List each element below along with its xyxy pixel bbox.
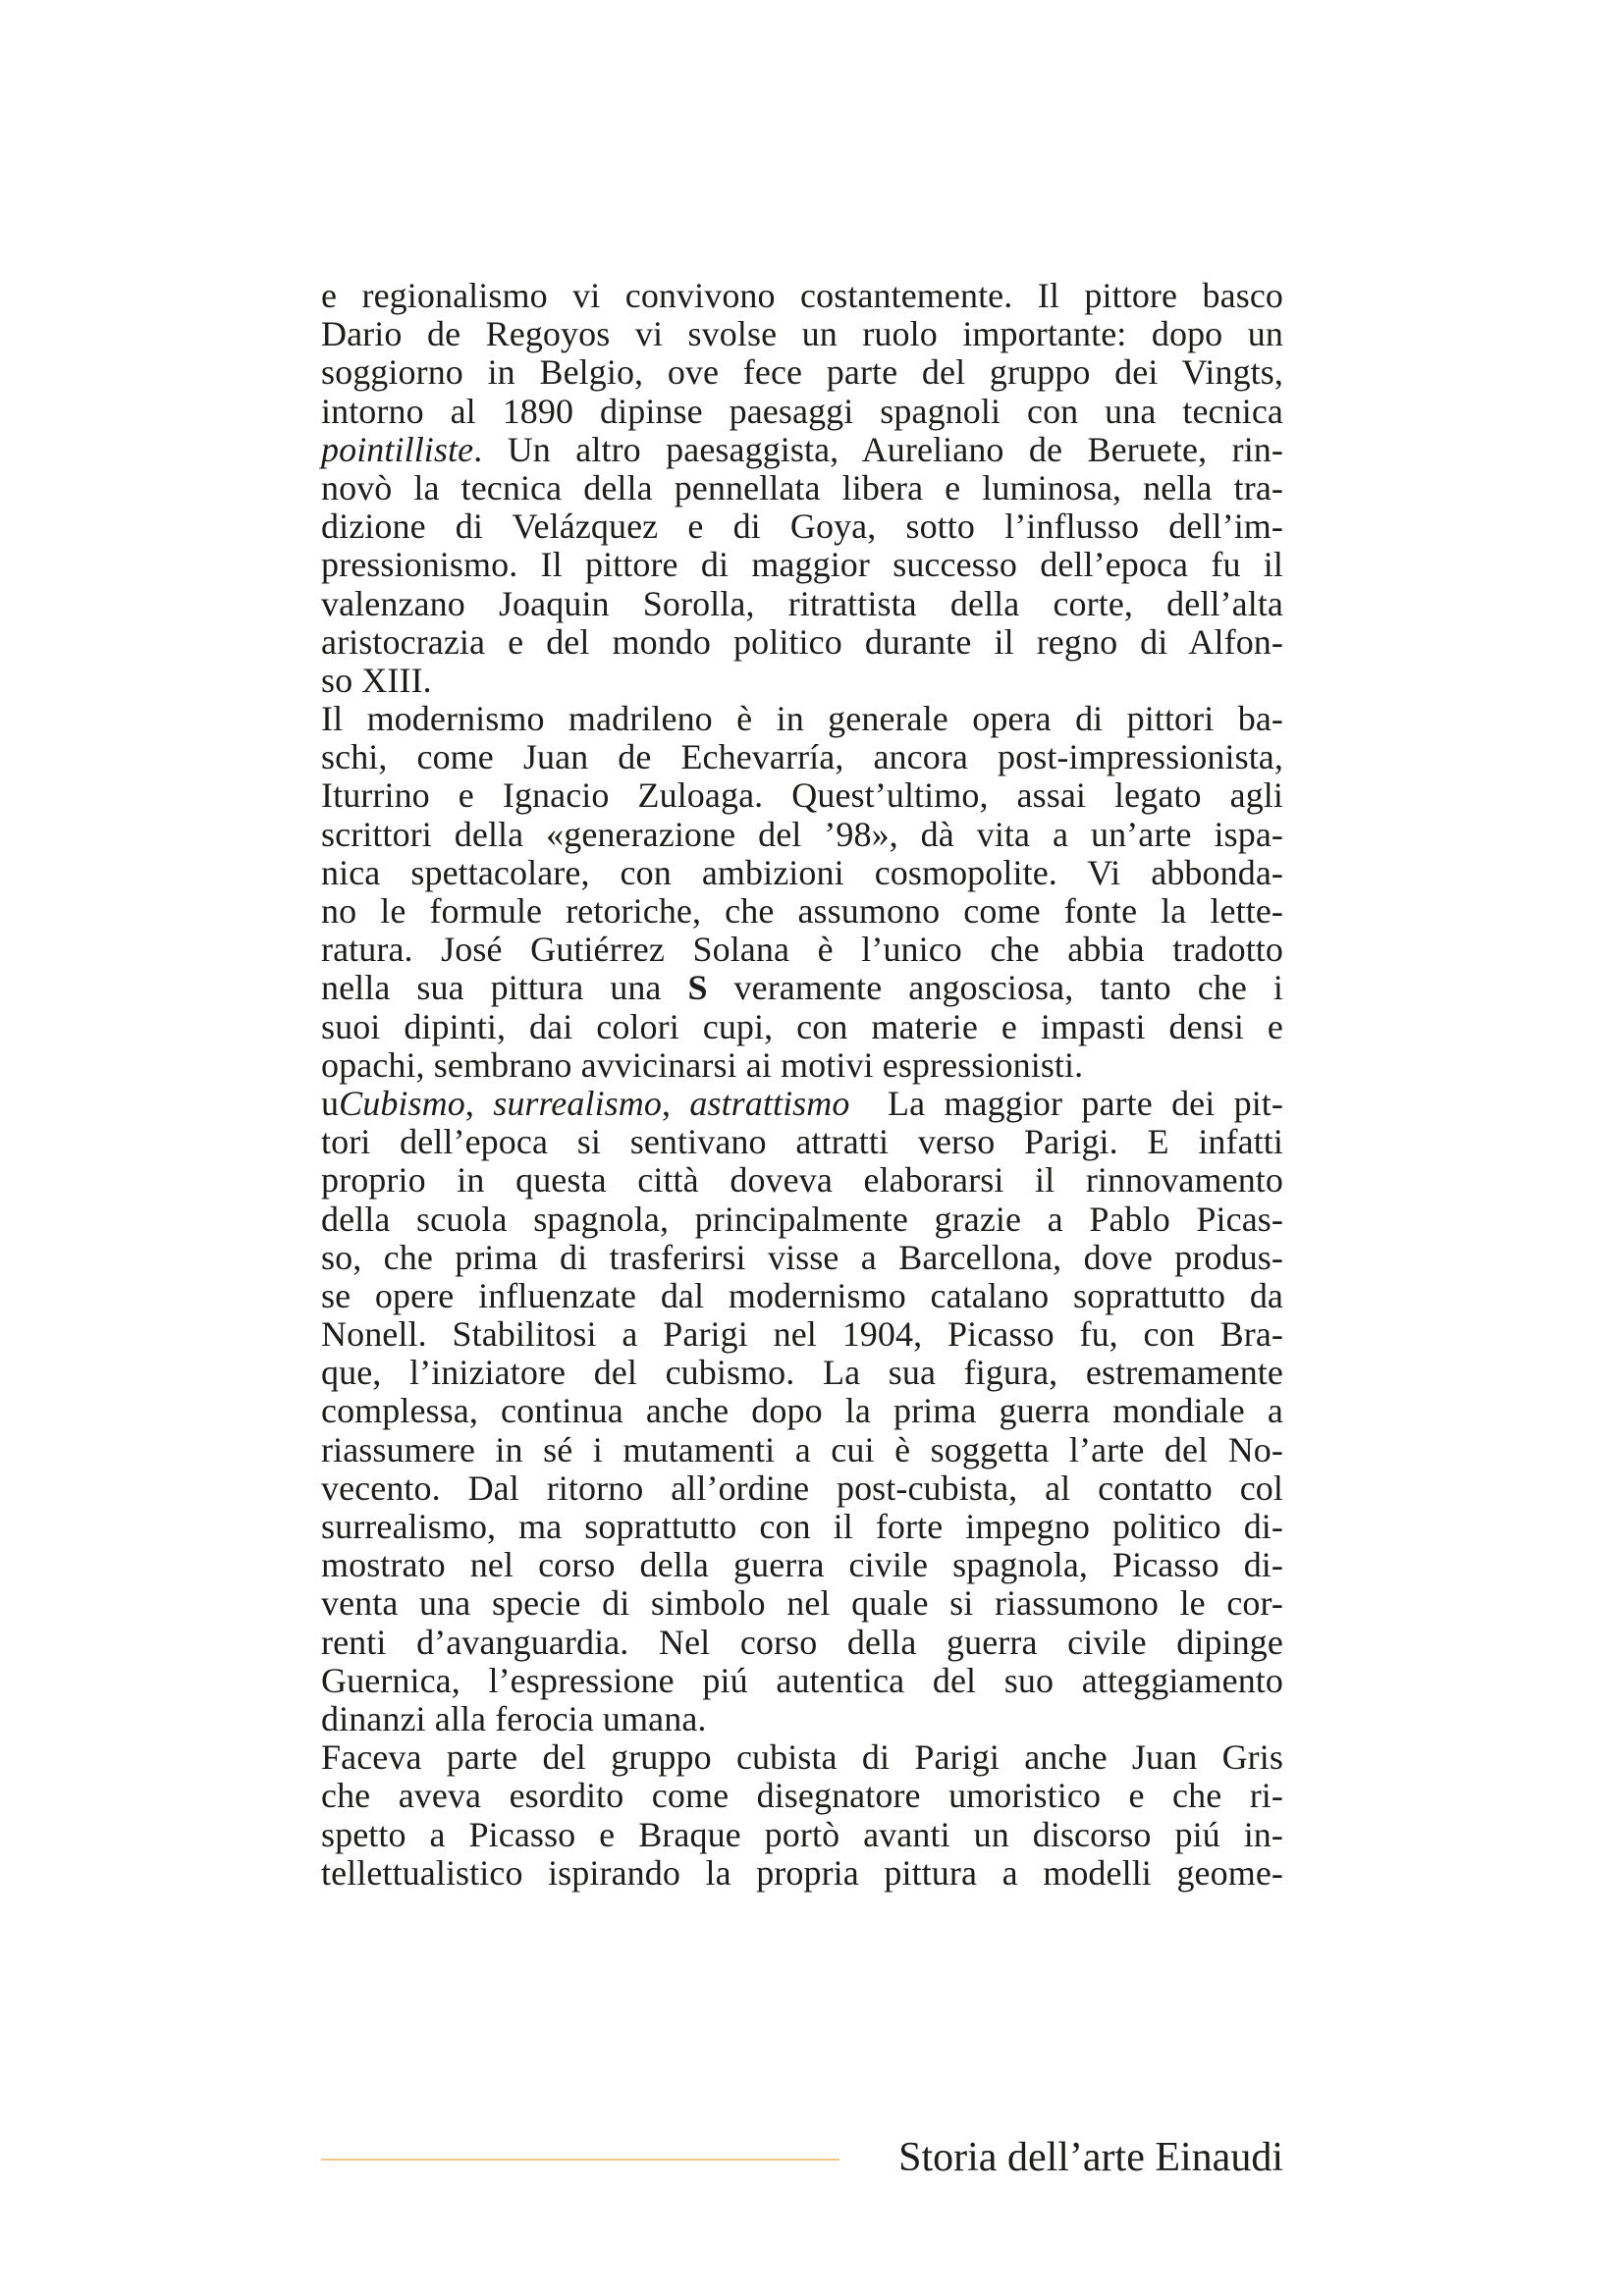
text-line: schi, come Juan de Echevarría, ancora post-impressionista, <box>321 737 1283 777</box>
text-line: complessa, continua anche dopo la prima guerra mondiale a <box>321 1391 1283 1431</box>
text-line: opachi, sembrano avvicinarsi ai motivi espressionisti. <box>321 1044 1084 1085</box>
section-marker: u <box>321 1083 340 1123</box>
text-line: renti d’avanguardia. Nel corso della guerra civile dipinge <box>321 1622 1283 1662</box>
text-fragment: veramente angosciosa, tanto che i <box>707 968 1283 1008</box>
text-line: Dario de Regoyos vi svolse un ruolo importante: dopo un <box>321 314 1283 354</box>
text-line: se opere influenzate dal modernismo catalano soprattutto da <box>321 1275 1283 1315</box>
text-fragment: nella sua pittura una <box>321 968 688 1008</box>
text-line <box>321 431 1283 469</box>
section-heading: Cubismo <box>339 1083 465 1123</box>
text-line: que, l’iniziatore del cubismo. La sua figura, estremamente <box>321 1353 1283 1393</box>
text-line: proprio in questa città doveva elaborarsi il rinnovamento <box>321 1160 1283 1201</box>
text-line: soggiorno in Belgio, ove fece parte del gruppo dei Vingts, <box>321 352 1283 393</box>
section-heading: astrattismo <box>689 1083 850 1123</box>
text-line: suoi dipinti, dai colori cupi, con materie e impasti densi e <box>321 1006 1283 1046</box>
text-line: Faceva parte del gruppo cubista di Parigi anche Juan Gris <box>321 1737 1283 1778</box>
text-line <box>321 1085 1283 1123</box>
text-line: tori dell’epoca si sentivano attratti verso Parigi. E infatti <box>321 1122 1283 1162</box>
bold-term: S <box>687 968 708 1008</box>
text-line: dinanzi alla ferocia umana. <box>321 1698 707 1738</box>
text-line: tellettualistico ispirando la propria pittura a modelli geome- <box>321 1852 1283 1893</box>
text-line: venta una specie di simbolo nel quale si riassumono le cor- <box>321 1583 1283 1624</box>
text-fragment: La maggior parte dei pit- <box>849 1083 1283 1123</box>
text-line: mostrato nel corso della guerra civile spagnola, Picasso di- <box>321 1545 1283 1585</box>
text-line: Guernica, l’espressione piú autentica del suo atteggiamento <box>321 1660 1283 1700</box>
text-line: pressionismo. Il pittore di maggior successo dell’epoca fu il <box>321 545 1283 585</box>
text-line: surrealismo, ma soprattutto con il forte impegno politico di- <box>321 1507 1283 1546</box>
text-line: della scuola spagnola, principalmente grazie a Pablo Picas- <box>321 1199 1283 1239</box>
text-line <box>321 969 1283 1007</box>
text-fragment: . Un altro paesaggista, Aureliano de Beruete, rin- <box>473 429 1283 469</box>
text-line: Nonell. Stabilitosi a Parigi nel 1904, Picasso fu, con Bra- <box>321 1314 1283 1355</box>
text-line: Il modernismo madrileno è in generale opera di pittori ba- <box>321 699 1283 739</box>
text-line: so XIII. <box>321 660 432 700</box>
text-line: riassumere in sé i mutamenti a cui è soggetta l’arte del No- <box>321 1429 1283 1469</box>
footer-title: Storia dell’arte Einaudi <box>898 2135 1283 2180</box>
text-line: e regionalismo vi convivono costantemente. Il pittore basco <box>321 276 1283 315</box>
text-line: che aveva esordito come disegnatore umoristico e che ri- <box>321 1776 1283 1816</box>
text-line: aristocrazia e del mondo politico durante il regno di Alfon- <box>321 621 1283 662</box>
body-text <box>321 277 1283 1893</box>
text-line: dizione di Velázquez e di Goya, sotto l’influsso dell’im- <box>321 507 1283 547</box>
text-line: scrittori della «generazione del ’98», dà vita a un’arte ispa- <box>321 814 1283 854</box>
text-fragment: , <box>662 1083 690 1123</box>
text-line: spetto a Picasso e Braque portò avanti un discorso piú in- <box>321 1814 1283 1854</box>
text-line: Iturrino e Ignacio Zuloaga. Quest’ultimo, assai legato agli <box>321 775 1283 816</box>
text-line: ratura. José Gutiérrez Solana è l’unico che abbia tradotto <box>321 930 1283 970</box>
page-footer <box>321 2130 1283 2189</box>
text-line: novò la tecnica della pennellata libera e luminosa, nella tra- <box>321 467 1283 507</box>
text-line: no le formule retoriche, che assumono come fonte la lette- <box>321 891 1283 931</box>
text-line: so, che prima di trasferirsi visse a Barcellona, dove produs- <box>321 1237 1283 1277</box>
footer-rule <box>321 2159 839 2161</box>
text-line: nica spettacolare, con ambizioni cosmopolite. Vi abbonda- <box>321 852 1283 892</box>
text-fragment: , <box>464 1083 494 1123</box>
section-heading: surrealismo <box>493 1083 662 1123</box>
text-line: valenzano Joaquin Sorolla, ritrattista della corte, dell’alta <box>321 583 1283 623</box>
italic-term: pointilliste <box>321 429 474 469</box>
text-line: intorno al 1890 dipinse paesaggi spagnoli con una tecnica <box>321 391 1283 431</box>
text-line: vecento. Dal ritorno all’ordine post-cubista, al contatto col <box>321 1468 1283 1508</box>
